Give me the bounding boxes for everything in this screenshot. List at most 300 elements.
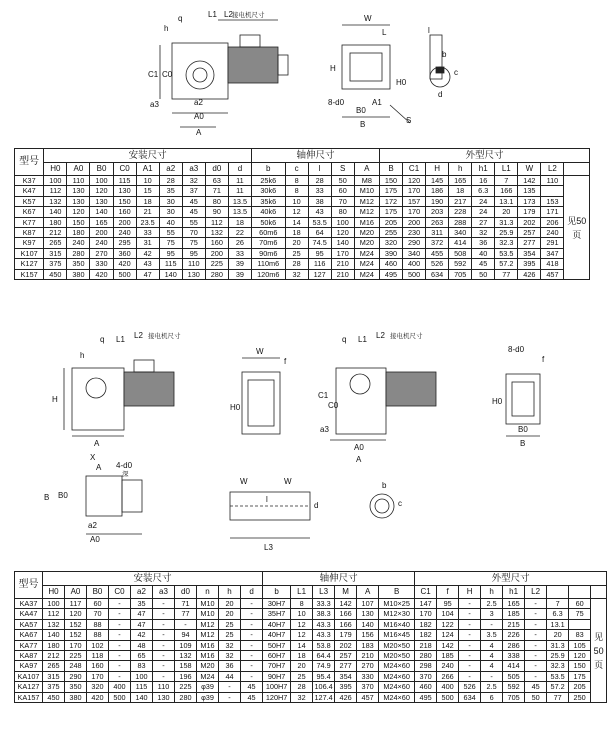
table-cell: 60 — [87, 599, 109, 609]
table-cell: 212 — [44, 228, 67, 238]
table-cell: 106.4 — [314, 682, 333, 692]
table-cell: - — [109, 630, 131, 640]
dim-label-h: H — [52, 395, 58, 404]
table-cell: 6.3 — [472, 186, 495, 196]
group-header-outline: 外型尺寸 — [415, 572, 607, 586]
table-cell: 372 — [426, 238, 449, 248]
spec-table-ka-series — [14, 571, 607, 703]
column-header: H0 — [44, 163, 67, 176]
table-row — [15, 238, 590, 248]
table-cell: M24×60 — [379, 661, 415, 671]
table-cell: 186 — [426, 186, 449, 196]
dim-label-l1: L1 — [116, 335, 125, 344]
table-cell: 182 — [415, 630, 437, 640]
table-cell: - — [525, 640, 547, 650]
table-cell: 225 — [65, 651, 87, 661]
table-cell: 142 — [518, 176, 541, 186]
table-cell: 3 — [481, 609, 503, 619]
dim-label-f: f — [284, 357, 287, 366]
table-cell: 70 — [331, 196, 354, 206]
table-cell: 120 — [569, 651, 591, 661]
group-header-shaft: 轴伸尺寸 — [263, 572, 415, 586]
table-cell: 100 — [44, 176, 67, 186]
table-cell: 40H7 — [263, 619, 291, 629]
model-cell: K67 — [15, 207, 44, 217]
model-cell: K57 — [15, 196, 44, 206]
table-cell: 172 — [379, 196, 402, 206]
table-cell: 203 — [426, 207, 449, 217]
table-cell: - — [219, 682, 241, 692]
table-row — [15, 248, 590, 258]
table-cell: 280 — [67, 248, 90, 258]
model-cell: KA67 — [15, 630, 43, 640]
table-cell: 390 — [379, 248, 402, 258]
table-cell: 150 — [379, 176, 402, 186]
table-cell: - — [525, 651, 547, 661]
table-cell: 30 — [159, 196, 182, 206]
table-cell: 18 — [291, 651, 313, 661]
dim-label-c1: C1 — [148, 70, 159, 79]
table-cell: M12×30 — [379, 609, 415, 619]
table-cell: 112 — [205, 217, 228, 227]
table-cell: 202 — [335, 640, 357, 650]
column-header: d0 — [175, 586, 197, 599]
table-cell: M20×50 — [379, 640, 415, 650]
dim-label-l3: L3 — [264, 543, 273, 552]
table-cell: 230 — [403, 228, 426, 238]
table-cell: 354 — [518, 248, 541, 258]
table-cell: 95.4 — [313, 671, 335, 681]
table-cell: 218 — [415, 640, 437, 650]
column-header: H0 — [43, 586, 65, 599]
column-header: C1 — [403, 163, 426, 176]
table-cell: 35k6 — [252, 196, 286, 206]
table-cell: 592 — [449, 259, 472, 269]
table-cell: 200 — [205, 248, 228, 258]
table-cell: 120 — [65, 609, 87, 619]
table-cell: 140 — [43, 630, 65, 640]
table-cell: 65 — [131, 651, 153, 661]
group-header-shaft: 轴伸尺寸 — [252, 149, 380, 163]
table-cell: 31.3 — [547, 640, 569, 650]
table-cell: φ39 — [197, 692, 219, 702]
table-cell: M16×45 — [379, 630, 415, 640]
table-row — [15, 692, 607, 702]
table-cell: 270 — [357, 661, 379, 671]
table-cell: 115 — [131, 682, 153, 692]
table-cell: 145 — [426, 176, 449, 186]
table-cell: 180 — [44, 217, 67, 227]
table-cell: 350 — [65, 682, 87, 692]
table-cell: M24 — [354, 248, 379, 258]
table-cell: 95 — [159, 248, 182, 258]
table-cell: 100 — [43, 599, 65, 609]
table-cell: - — [459, 609, 481, 619]
table-cell: 53.5 — [495, 248, 518, 258]
column-header: A — [354, 163, 379, 176]
table-cell: 100 — [131, 671, 153, 681]
table-row — [15, 196, 590, 206]
table-cell: 47 — [131, 609, 153, 619]
table-cell: 165 — [90, 217, 113, 227]
table-cell: 210 — [357, 651, 379, 661]
table-cell: 265 — [43, 661, 65, 671]
table-cell: 21 — [136, 207, 159, 217]
dim-label-a3: a3 — [150, 100, 159, 109]
table-cell: 40 — [159, 217, 182, 227]
model-cell: KA87 — [15, 651, 43, 661]
table-cell: 50 — [525, 692, 547, 702]
table-cell: - — [525, 671, 547, 681]
ka-flange-view — [86, 476, 122, 516]
dim-label-4-d0: 4-d0 — [116, 461, 133, 470]
table-row — [15, 619, 607, 629]
table-cell: 414 — [503, 661, 525, 671]
dim-label-b: B — [360, 120, 366, 129]
table-cell: 280 — [415, 651, 437, 661]
motor-body — [228, 47, 278, 83]
table-cell: M20×50 — [379, 651, 415, 661]
table-cell: 156 — [357, 630, 379, 640]
table-cell: 160 — [87, 661, 109, 671]
table-cell: 400 — [437, 682, 459, 692]
table-cell: - — [153, 619, 175, 629]
table-cell: 45 — [182, 207, 205, 217]
table-cell: 110m6 — [252, 259, 286, 269]
table-cell: 6 — [481, 692, 503, 702]
table-cell: 200 — [90, 228, 113, 238]
table-cell: - — [153, 599, 175, 609]
column-header: H — [426, 163, 449, 176]
table-cell: 460 — [415, 682, 437, 692]
table-cell: 270 — [90, 248, 113, 258]
table-cell: 196 — [175, 671, 197, 681]
table-cell: 25 — [219, 630, 241, 640]
table-cell: - — [459, 619, 481, 629]
table-cell: 240 — [113, 228, 136, 238]
column-header-row — [15, 586, 607, 599]
column-header: W — [518, 163, 541, 176]
ka-right-side — [506, 374, 540, 424]
table-cell: 140 — [90, 207, 113, 217]
model-cell: KA107 — [15, 671, 43, 681]
table-cell: 2.5 — [481, 682, 503, 692]
table-cell: 70m6 — [252, 238, 286, 248]
model-cell: K87 — [15, 228, 44, 238]
table-cell: 33.3 — [313, 599, 335, 609]
dim-label-a0: A0 — [194, 112, 204, 121]
table-cell: 170 — [403, 207, 426, 217]
dim-label-w: W — [364, 14, 372, 23]
table-cell: - — [459, 661, 481, 671]
table-cell: 25 — [291, 671, 313, 681]
table-row — [15, 630, 607, 640]
table-cell: 12 — [285, 207, 308, 217]
table-cell: 14 — [291, 640, 313, 650]
dim-label-8-d0: 8-d0 — [328, 98, 345, 107]
table-cell: 28 — [159, 176, 182, 186]
table-cell: - — [241, 651, 263, 661]
table-cell: 13.5 — [228, 196, 251, 206]
table-cell: 43 — [136, 259, 159, 269]
table-cell: 320 — [379, 238, 402, 248]
table-cell: M16 — [197, 640, 219, 650]
table-cell: 140 — [44, 207, 67, 217]
table-cell: M10 — [197, 609, 219, 619]
table-cell: 24 — [472, 207, 495, 217]
table-cell: 50 — [331, 176, 354, 186]
dim-label-f-right: f — [542, 355, 545, 364]
table-cell: 142 — [437, 640, 459, 650]
column-header: d — [228, 163, 251, 176]
table-cell: 338 — [503, 651, 525, 661]
table-cell: - — [109, 640, 131, 650]
table-cell: 400 — [403, 259, 426, 269]
motor-note: 接电机尺寸 — [232, 12, 265, 19]
table-cell: 225 — [175, 682, 197, 692]
column-header: C0 — [109, 586, 131, 599]
model-cell: K107 — [15, 248, 44, 258]
table-cell: - — [109, 619, 131, 629]
dim-label-h0: H0 — [396, 78, 407, 87]
column-header: h — [481, 586, 503, 599]
table-cell: 42 — [131, 630, 153, 640]
table-cell: 250 — [569, 692, 591, 702]
table-cell: 248 — [65, 661, 87, 671]
dim-label-q: q — [178, 14, 183, 23]
table-cell: 39 — [228, 269, 251, 279]
table-cell: 457 — [541, 269, 564, 279]
table-cell: 175 — [379, 186, 402, 196]
table-cell: 370 — [357, 682, 379, 692]
model-header: 型号 — [15, 572, 43, 599]
table-cell: 105 — [569, 640, 591, 650]
table-row — [15, 217, 590, 227]
table-cell: 110 — [153, 682, 175, 692]
table-cell: - — [241, 671, 263, 681]
table-cell: M16 — [197, 651, 219, 661]
dim-label-q: q — [100, 335, 105, 344]
table-cell: 24 — [472, 196, 495, 206]
upper-drawing-k-series — [120, 5, 480, 143]
table-row — [15, 207, 590, 217]
table-cell: 257 — [335, 651, 357, 661]
model-cell: K97 — [15, 238, 44, 248]
table-row — [15, 661, 607, 671]
table-cell: 457 — [357, 692, 379, 702]
dim-label-a-middle: A — [356, 455, 362, 464]
table-cell: 7 — [495, 176, 518, 186]
table-cell: 37 — [182, 186, 205, 196]
table-cell: 13.1 — [495, 196, 518, 206]
table-cell: 160 — [113, 207, 136, 217]
table-cell: 2.5 — [481, 599, 503, 609]
table-cell: 290 — [403, 238, 426, 248]
depth-note: 深 — [122, 471, 129, 478]
table-cell: 45 — [525, 682, 547, 692]
table-cell: 36 — [472, 238, 495, 248]
table-cell: 100 — [90, 176, 113, 186]
table-cell: 64.4 — [313, 651, 335, 661]
table-cell: 11 — [228, 176, 251, 186]
table-cell: 25k6 — [252, 176, 286, 186]
table-cell: 32 — [285, 269, 308, 279]
table-cell: M12 — [354, 207, 379, 217]
table-cell: 395 — [335, 682, 357, 692]
table-cell: 179 — [518, 207, 541, 217]
table-cell: 157 — [403, 196, 426, 206]
table-cell: 375 — [43, 682, 65, 692]
table-cell: 53.5 — [547, 671, 569, 681]
table-cell: 500 — [113, 269, 136, 279]
table-cell: 13.5 — [228, 207, 251, 217]
column-header: A1 — [136, 163, 159, 176]
table-cell: 43.3 — [313, 630, 335, 640]
table-cell: 291 — [541, 238, 564, 248]
table-cell: 57.2 — [547, 682, 569, 692]
table-row — [15, 682, 607, 692]
table-cell: 88 — [87, 630, 109, 640]
table-cell: 32 — [182, 176, 205, 186]
dim-label-h0-right: H0 — [492, 397, 503, 406]
table-cell: 35 — [131, 599, 153, 609]
table-cell: 43 — [308, 207, 331, 217]
table-cell: M24 — [354, 269, 379, 279]
dim-label-c0: C0 — [328, 401, 339, 410]
table-cell: 25 — [219, 619, 241, 629]
page-reference-note: 见50页 — [591, 599, 607, 703]
table-cell: 120 — [67, 207, 90, 217]
column-header: h1 — [503, 586, 525, 599]
group-header-install: 安装尺寸 — [44, 149, 252, 163]
dim-label-b-right: B — [520, 439, 526, 448]
table-cell: 63 — [205, 176, 228, 186]
table-cell: - — [525, 630, 547, 640]
table-cell: 95 — [437, 599, 459, 609]
table-cell: 75 — [569, 609, 591, 619]
column-header: L1 — [495, 163, 518, 176]
table-cell: - — [153, 630, 175, 640]
table-cell: 166 — [495, 186, 518, 196]
table-cell: 6.3 — [547, 609, 569, 619]
table-cell: 94 — [175, 630, 197, 640]
table-cell: 100 — [331, 217, 354, 227]
table-cell: - — [153, 661, 175, 671]
table-cell: 205 — [379, 217, 402, 227]
table-cell: 75 — [159, 238, 182, 248]
model-cell: KA97 — [15, 661, 43, 671]
table-cell: - — [153, 651, 175, 661]
dim-label-h: h — [164, 24, 169, 33]
table-cell: M10 — [354, 186, 379, 196]
table-cell: - — [241, 640, 263, 650]
table-cell: 38 — [308, 196, 331, 206]
table-cell: M24×60 — [379, 692, 415, 702]
table-cell: 31 — [136, 238, 159, 248]
group-header-outline: 外型尺寸 — [379, 149, 589, 163]
table-cell: 179 — [335, 630, 357, 640]
table-cell: 64 — [308, 228, 331, 238]
table-cell: 31.3 — [495, 217, 518, 227]
table-cell: 115 — [113, 176, 136, 186]
table-cell: - — [459, 651, 481, 661]
dim-label-a0: A0 — [354, 443, 364, 452]
table-cell: 202 — [518, 217, 541, 227]
table-cell: 166 — [335, 609, 357, 619]
table-cell: 90 — [205, 207, 228, 217]
table-cell: 185 — [437, 651, 459, 661]
table-cell: 70H7 — [263, 661, 291, 671]
table-cell: 180 — [67, 228, 90, 238]
dim-label-l: L — [382, 28, 387, 37]
table-row — [15, 671, 607, 681]
table-cell: - — [153, 671, 175, 681]
table-cell: 36 — [219, 661, 241, 671]
dim-label-w: W — [256, 347, 264, 356]
column-header: n — [197, 586, 219, 599]
dim-label-c: c — [454, 68, 458, 77]
table-cell: 175 — [569, 671, 591, 681]
table-cell: 140 — [159, 269, 182, 279]
table-cell: 35 — [159, 186, 182, 196]
table-cell: 120 — [90, 186, 113, 196]
table-cell: 160 — [205, 238, 228, 248]
dim-label-h-small: h — [80, 351, 85, 360]
table-cell: 30H7 — [263, 599, 291, 609]
table-cell: 210 — [331, 259, 354, 269]
table-cell: 360 — [113, 248, 136, 258]
table-cell: 140 — [131, 692, 153, 702]
table-cell: 40 — [472, 248, 495, 258]
table-cell: 60H7 — [263, 651, 291, 661]
table-cell: 60 — [569, 599, 591, 609]
table-cell: 165 — [449, 176, 472, 186]
dim-label-a3: a3 — [320, 425, 329, 434]
dim-label-x: X — [90, 453, 96, 462]
table-cell: 400 — [109, 682, 131, 692]
dim-label-h0: H0 — [230, 403, 241, 412]
dim-label-w-shaft-2: W — [284, 477, 292, 486]
table-cell: 117 — [65, 599, 87, 609]
table-cell: 298 — [415, 661, 437, 671]
table-cell: 200 — [403, 217, 426, 227]
table-cell: M24 — [354, 259, 379, 269]
column-header: L2 — [541, 163, 564, 176]
table-cell: 140 — [357, 619, 379, 629]
table-cell: 15 — [136, 186, 159, 196]
column-header: A0 — [65, 586, 87, 599]
table-cell: 526 — [426, 259, 449, 269]
table-cell: φ39 — [197, 682, 219, 692]
dim-label-a2: a2 — [194, 98, 203, 107]
table-cell: 180 — [43, 640, 65, 650]
column-header: C1 — [415, 586, 437, 599]
table-cell: 32.3 — [547, 661, 569, 671]
spec-table-k-series — [14, 148, 590, 280]
table-cell: 240 — [437, 661, 459, 671]
table-cell: 90H7 — [263, 671, 291, 681]
table-cell: 102 — [87, 640, 109, 650]
table-cell: - — [241, 661, 263, 671]
dim-label-8-d0: 8-d0 — [508, 345, 525, 354]
table-cell: 340 — [449, 228, 472, 238]
table-cell: 40H7 — [263, 630, 291, 640]
dim-label-a: A — [196, 128, 202, 137]
column-header: a2 — [131, 586, 153, 599]
table-cell: 83 — [569, 630, 591, 640]
model-cell: KA127 — [15, 682, 43, 692]
table-cell: 4 — [481, 640, 503, 650]
